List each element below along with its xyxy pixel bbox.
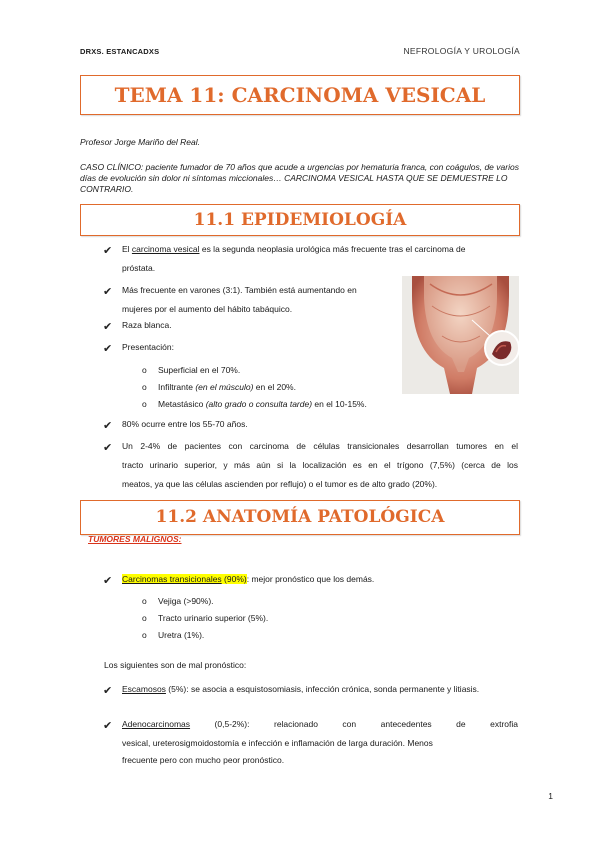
epi-bullet-4: Presentación: <box>122 342 174 352</box>
caso-clinico: CASO CLÍNICO: paciente fumador de 70 años que acude a urgencias por hematuria franca, con coágulos, de varios días de evolución sin dolor ni síntomas miccionales… CARCINOMA VESICAL HASTA QUE SE DEMUESTRE LO CONTRARIO. <box>80 162 519 194</box>
epi-bullet-3: Raza blanca. <box>122 320 172 330</box>
check-icon: ✔ <box>103 442 113 454</box>
check-icon: ✔ <box>103 575 113 587</box>
epi-bullet-6 <box>122 437 518 494</box>
text: (5%): se asocia a esquistosomiasis, infección crónica, sonda permanente y litiasis. <box>165 684 480 694</box>
professor-line: Profesor Jorge Mariño del Real. <box>80 137 201 147</box>
sub-bullet-icon: o <box>142 596 147 606</box>
tumores-malignos-heading: TUMORES MALIGNOS: <box>88 534 182 544</box>
sub-bullet-icon: o <box>142 613 147 623</box>
text: Carcinomas transicionales <box>122 574 222 584</box>
text: Un 2-4% de pacientes con carcinoma de células transicionales desarrollan tumores en el <box>122 441 518 451</box>
epi-bullet-2 <box>122 281 357 319</box>
text: (0,5-2%): relacionado con antecedentes de extrofia <box>190 719 518 729</box>
bladder-illustration <box>402 276 519 394</box>
header-left: DRXS. ESTANCADXS <box>80 47 160 56</box>
sub-bullet-icon: o <box>142 365 147 375</box>
text: Metastásico <box>158 399 206 409</box>
text: El <box>122 244 132 254</box>
text: Escamosos <box>122 684 166 694</box>
sub-bullet-icon: o <box>142 382 147 392</box>
text: (alto grado o consulta tarde) <box>205 399 313 409</box>
page-title: TEMA 11: CARCINOMA VESICAL <box>80 75 520 115</box>
adeno-line-2: vesical, ureterosigmoidostomía e infección e inflamación de larga duración. Menos <box>122 738 433 748</box>
page-number: 1 <box>548 791 553 801</box>
sub-bullet-icon: o <box>142 399 147 409</box>
mal-pronostico-intro: Los siguientes son de mal pronóstico: <box>104 660 247 670</box>
text: : mejor pronóstico que los demás. <box>246 574 375 584</box>
section1-title: 11.1 EPIDEMIOLOGÍA <box>80 204 520 236</box>
trans-tracto: Tracto urinario superior (5%). <box>158 613 269 623</box>
check-icon: ✔ <box>103 720 113 732</box>
presentation-superficial: Superficial en el 70%. <box>158 365 241 375</box>
header-right: NEFROLOGÍA Y UROLOGÍA <box>403 46 520 56</box>
trans-vejiga: Vejiga (>90%). <box>158 596 214 606</box>
text: meatos, ya que las células ascienden por reflujo) o el tumor es de alto grado (20%). <box>122 479 438 489</box>
text: Más frecuente en varones (3:1). También está aumentando en <box>122 285 357 295</box>
text: tracto urinario superior, y más aún si la localización es en el trígono (7,5%) (cerca de los <box>122 460 518 470</box>
text: en el 20%. <box>253 382 296 392</box>
text: es la segunda neoplasia urológica más frecuente tras el carcinoma de <box>199 244 466 254</box>
text: en el 10-15%. <box>312 399 367 409</box>
check-icon: ✔ <box>103 321 113 333</box>
sub-bullet-icon: o <box>142 630 147 640</box>
presentation-metastasico <box>158 399 367 409</box>
check-icon: ✔ <box>103 420 113 432</box>
epi-bullet-5: 80% ocurre entre los 55-70 años. <box>122 419 248 429</box>
epi-bullet-1 <box>122 240 466 278</box>
path-escamosos <box>122 680 479 699</box>
text: (90%) <box>221 574 247 584</box>
check-icon: ✔ <box>103 343 113 355</box>
check-icon: ✔ <box>103 685 113 697</box>
text: próstata. <box>122 263 156 273</box>
text: mujeres por el aumento del hábito tabáquico. <box>122 304 293 314</box>
trans-uretra: Uretra (1%). <box>158 630 205 640</box>
presentation-infiltrante <box>158 382 296 392</box>
adeno-line-3: frecuente pero con mucho peor pronóstico. <box>122 755 285 765</box>
section2-title: 11.2 ANATOMÍA PATOLÓGICA <box>80 500 520 535</box>
check-icon: ✔ <box>103 245 113 257</box>
text: (en el músculo) <box>195 382 254 392</box>
path-adenocarcinomas <box>122 715 518 734</box>
check-icon: ✔ <box>103 286 113 298</box>
path-transicionales <box>122 570 374 589</box>
carcinoma-vesical-link: carcinoma vesical <box>131 244 200 254</box>
text: Infiltrante <box>158 382 196 392</box>
text: Adenocarcinomas <box>122 719 191 729</box>
